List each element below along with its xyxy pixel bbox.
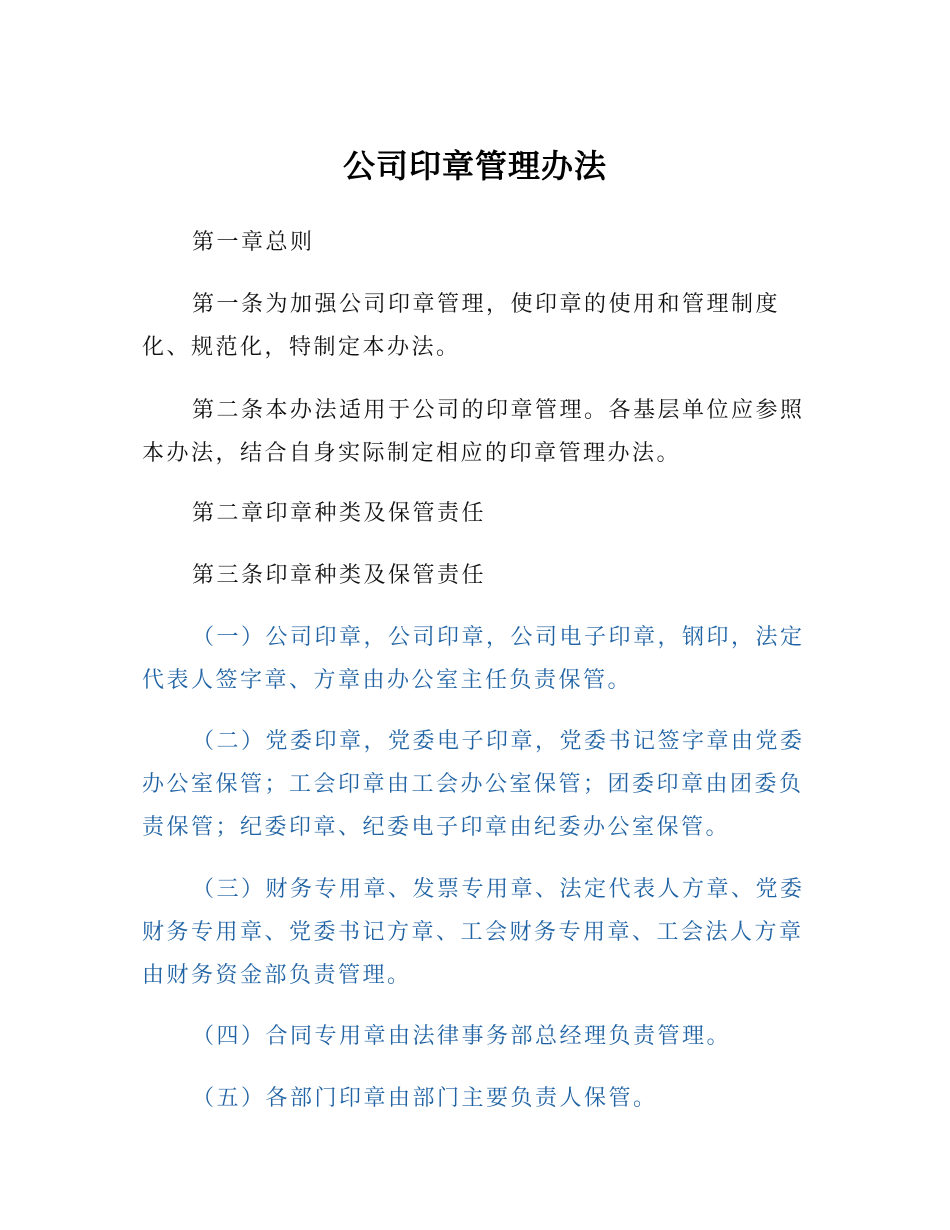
list-item-1: （一）公司印章，公司印章，公司电子印章，钢印，法定代表人签字章、方章由办公室主任负责保管。 xyxy=(142,625,805,693)
list-item-4: （四）合同专用章由法律事务部总经理负责管理。 xyxy=(192,1024,732,1049)
chapter-2-heading: 第二章印章种类及保管责任 xyxy=(192,501,487,526)
list-item-5: （五）各部门印章由部门主要负责人保管。 xyxy=(192,1086,658,1111)
article-2: 第二条本办法适用于公司的印章管理。各基层单位应参照本办法，结合自身实际制定相应的印章管理办法。 xyxy=(142,398,805,466)
chapter-1-heading: 第一章总则 xyxy=(192,230,315,255)
list-item-2: （二）党委印章，党委电子印章，党委书记签字章由党委办公室保管；工会印章由工会办公室保管；团委印章由团委负责保管；纪委印章、纪委电子印章由纪委办公室保管。 xyxy=(142,729,805,840)
article-1: 第一条为加强公司印章管理，使印章的使用和管理制度化、规范化，特制定本办法。 xyxy=(142,292,781,360)
list-item-3: （三）财务专用章、发票专用章、法定代表人方章、党委财务专用章、党委书记方章、工会财务专用章、工会法人方章由财务资金部负责管理。 xyxy=(142,877,805,988)
article-3: 第三条印章种类及保管责任 xyxy=(192,563,487,588)
document-title: 公司印章管理办法 xyxy=(342,147,607,185)
